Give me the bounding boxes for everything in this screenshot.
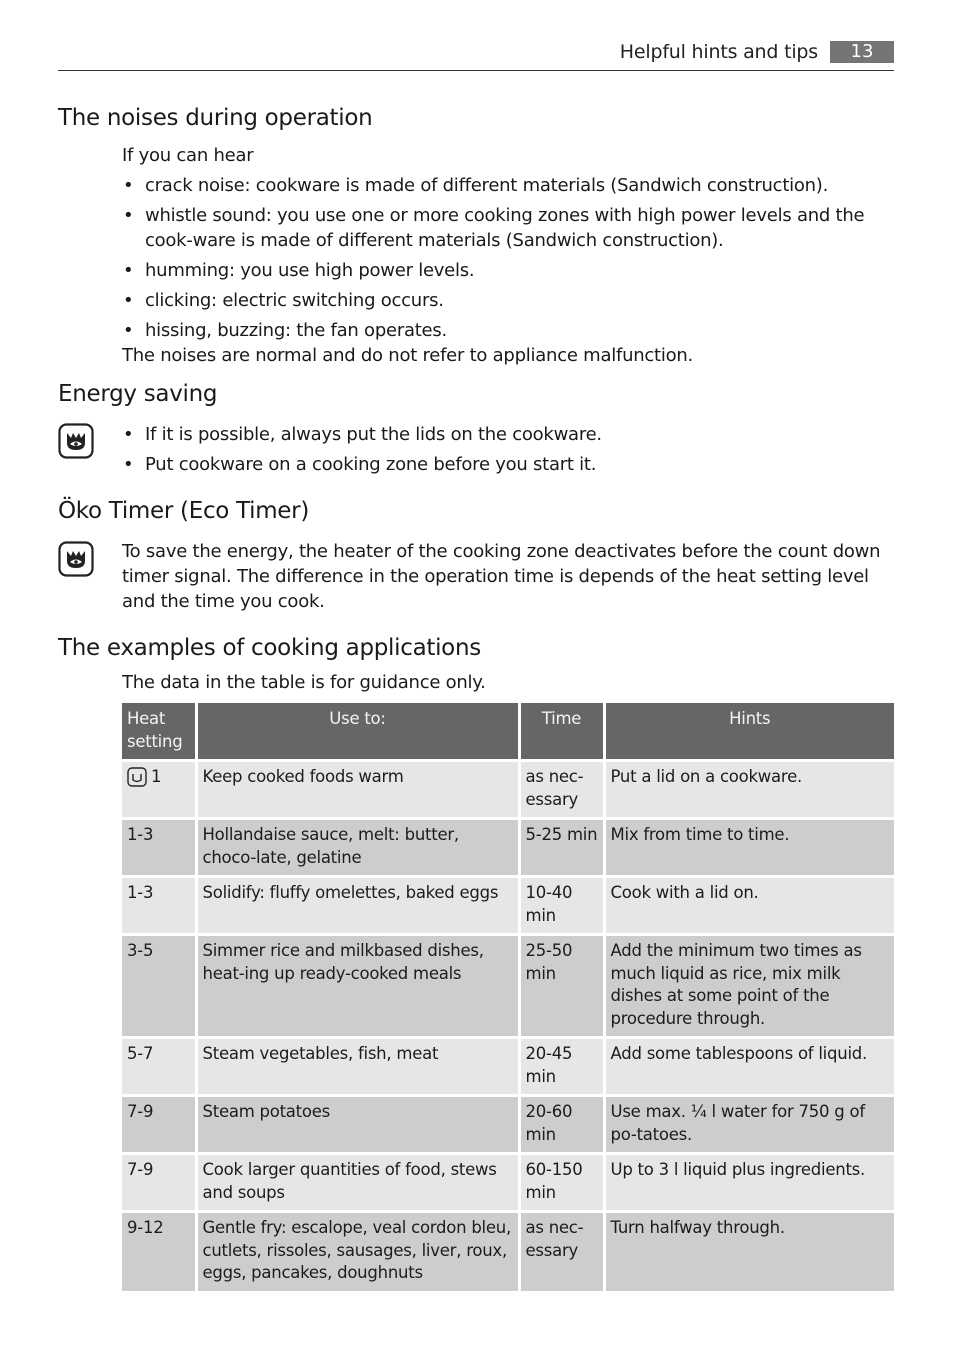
cell-use: Simmer rice and milkbased dishes, heat-ing up ready-cooked meals <box>196 935 519 1038</box>
energy-list <box>122 422 894 477</box>
cell-time: 10-40 min <box>519 877 604 935</box>
eco-timer-heading: Öko Timer (Eco Timer) <box>58 498 309 524</box>
page-header <box>58 40 894 71</box>
noises-intro: If you can hear <box>122 145 254 166</box>
list-item: • hissing, buzzing: the fan operates. <box>122 318 894 343</box>
table-row <box>122 1154 894 1212</box>
page-number: 13 <box>830 41 894 63</box>
cell-hints: Cook with a lid on. <box>604 877 894 935</box>
table-row <box>122 935 894 1038</box>
cell-heat <box>122 761 196 819</box>
list-item: • whistle sound: you use one or more cooking zones with high power levels and the cook-ware is made of different materials (Sandwich construction). <box>122 203 894 253</box>
cell-time: 25-50 min <box>519 935 604 1038</box>
cell-use: Gentle fry: escalope, veal cordon bleu, cutlets, rissoles, sausages, liver, roux, eggs, pancakes, doughnuts <box>196 1212 519 1293</box>
cell-hints: Add some tablespoons of liquid. <box>604 1038 894 1096</box>
table-row <box>122 1212 894 1293</box>
list-item: • crack noise: cookware is made of different materials (Sandwich construction). <box>122 173 894 198</box>
cell-use: Solidify: fluffy omelettes, baked eggs <box>196 877 519 935</box>
column-header-hints: Hints <box>604 703 894 761</box>
table-row <box>122 819 894 877</box>
cell-time: 60-150 min <box>519 1154 604 1212</box>
cell-time: as nec-essary <box>519 1212 604 1293</box>
examples-intro: The data in the table is for guidance only. <box>122 672 486 693</box>
table-row <box>122 1038 894 1096</box>
table-row <box>122 877 894 935</box>
cell-time: 20-45 min <box>519 1038 604 1096</box>
cell-time: 20-60 min <box>519 1096 604 1154</box>
header-section-title: Helpful hints and tips <box>619 41 818 63</box>
eco-energy-icon <box>58 541 94 577</box>
cell-hints: Put a lid on a cookware. <box>604 761 894 819</box>
cell-time: as nec-essary <box>519 761 604 819</box>
cell-heat: 7-9 <box>122 1154 196 1212</box>
list-item: • clicking: electric switching occurs. <box>122 288 894 313</box>
cell-heat: 1-3 <box>122 877 196 935</box>
examples-heading: The examples of cooking applications <box>58 635 481 661</box>
list-item: • humming: you use high power levels. <box>122 258 894 283</box>
cooking-table <box>122 703 894 1294</box>
cell-use: Hollandaise sauce, melt: butter, choco-late, gelatine <box>196 819 519 877</box>
cell-heat: 7-9 <box>122 1096 196 1154</box>
cell-heat: 9-12 <box>122 1212 196 1293</box>
cell-use: Steam potatoes <box>196 1096 519 1154</box>
cell-use: Steam vegetables, fish, meat <box>196 1038 519 1096</box>
cell-hints: Turn halfway through. <box>604 1212 894 1293</box>
cell-hints: Mix from time to time. <box>604 819 894 877</box>
noises-heading: The noises during operation <box>58 105 373 131</box>
cell-use: Cook larger quantities of food, stews and soups <box>196 1154 519 1212</box>
cell-heat: 3-5 <box>122 935 196 1038</box>
table-row <box>122 1096 894 1154</box>
column-header-use: Use to: <box>196 703 519 761</box>
noises-list <box>122 173 894 343</box>
keep-warm-icon <box>127 767 147 787</box>
cell-heat: 5-7 <box>122 1038 196 1096</box>
eco-energy-icon <box>58 423 94 459</box>
table-header-row <box>122 703 894 761</box>
cell-time: 5-25 min <box>519 819 604 877</box>
column-header-heat: Heat setting <box>122 703 196 761</box>
cell-heat: 1-3 <box>122 819 196 877</box>
heat-value: 1 <box>151 767 162 786</box>
table-row <box>122 761 894 819</box>
cell-hints: Add the minimum two times as much liquid as rice, mix milk dishes at some point of the procedure through. <box>604 935 894 1038</box>
list-item: • If it is possible, always put the lids on the cookware. <box>122 422 894 447</box>
header-rule <box>58 70 894 71</box>
cell-hints: Use max. ¼ l water for 750 g of po-tatoes. <box>604 1096 894 1154</box>
eco-timer-text: To save the energy, the heater of the cooking zone deactivates before the count down timer signal. The difference in the operation time is depends of the heat setting level and the time you cook. <box>122 541 881 612</box>
cell-use: Keep cooked foods warm <box>196 761 519 819</box>
energy-heading: Energy saving <box>58 381 218 407</box>
list-item: • Put cookware on a cooking zone before you start it. <box>122 452 894 477</box>
cell-hints: Up to 3 l liquid plus ingredients. <box>604 1154 894 1212</box>
column-header-time: Time <box>519 703 604 761</box>
noises-note: The noises are normal and do not refer to appliance malfunction. <box>122 345 693 366</box>
